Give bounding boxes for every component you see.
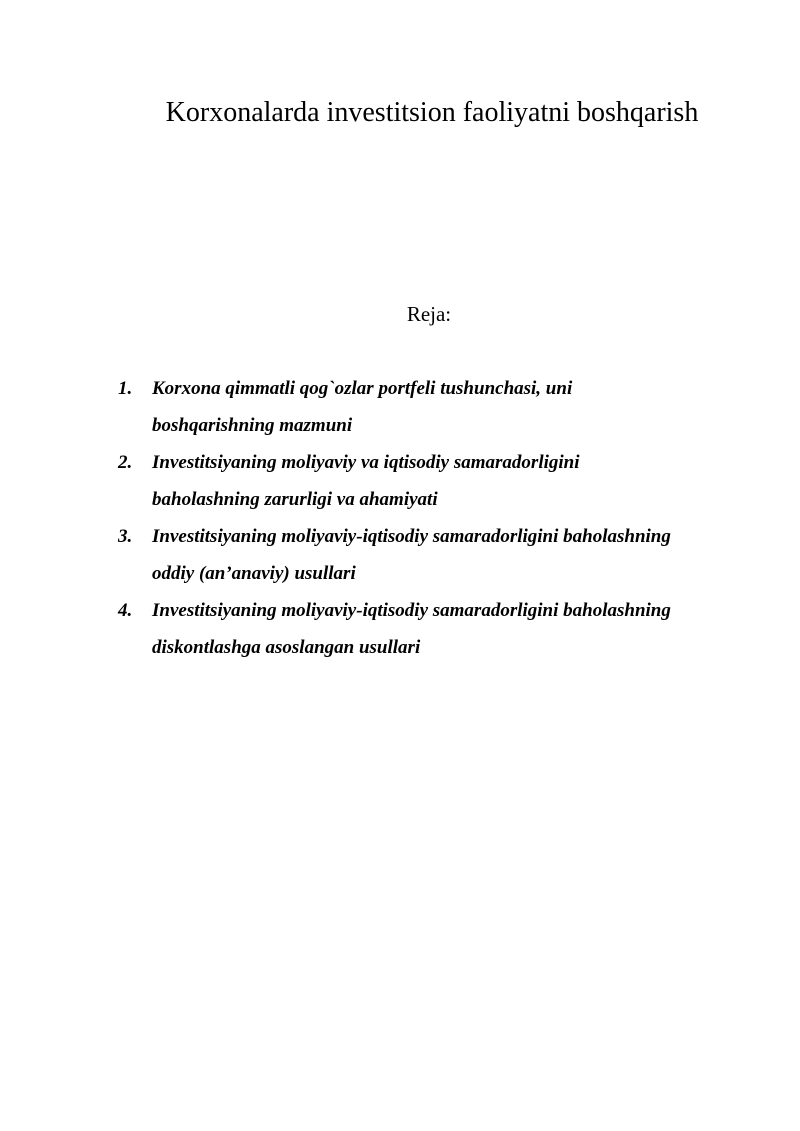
plan-item [116,518,756,592]
plan-item [116,444,756,518]
plan-item [116,592,756,666]
plan-item-number: 2. [118,452,133,473]
plan-item-text-line: Korxona qimmatli qog`ozlar portfeli tushunchasi, uni [152,378,573,399]
plan-item-text-line: diskontlashga asoslangan usullari [152,637,421,658]
plan-item-text-line: Investitsiyaning moliyaviy-iqtisodiy samaradorligini baholashning [152,526,671,547]
plan-item-text-line: boshqarishning mazmuni [152,415,353,436]
plan-list [116,370,756,666]
plan-item-text-line: baholashning zarurligi va ahamiyati [152,489,438,510]
plan-item-number: 4. [118,600,133,621]
plan-item-number: 1. [118,378,133,399]
plan-item-number: 3. [118,526,133,547]
document-title: Korxonalarda investitsion faoliyatni boshqarish [165,96,699,128]
plan-item-text-line: oddiy (an’anaviy) usullari [152,563,356,584]
plan-heading: Reja: [406,302,452,326]
plan-item-text-line: Investitsiyaning moliyaviy va iqtisodiy samaradorligini [152,452,580,473]
plan-item [116,370,756,444]
plan-item-text-line: Investitsiyaning moliyaviy-iqtisodiy samaradorligini baholashning [152,600,671,621]
